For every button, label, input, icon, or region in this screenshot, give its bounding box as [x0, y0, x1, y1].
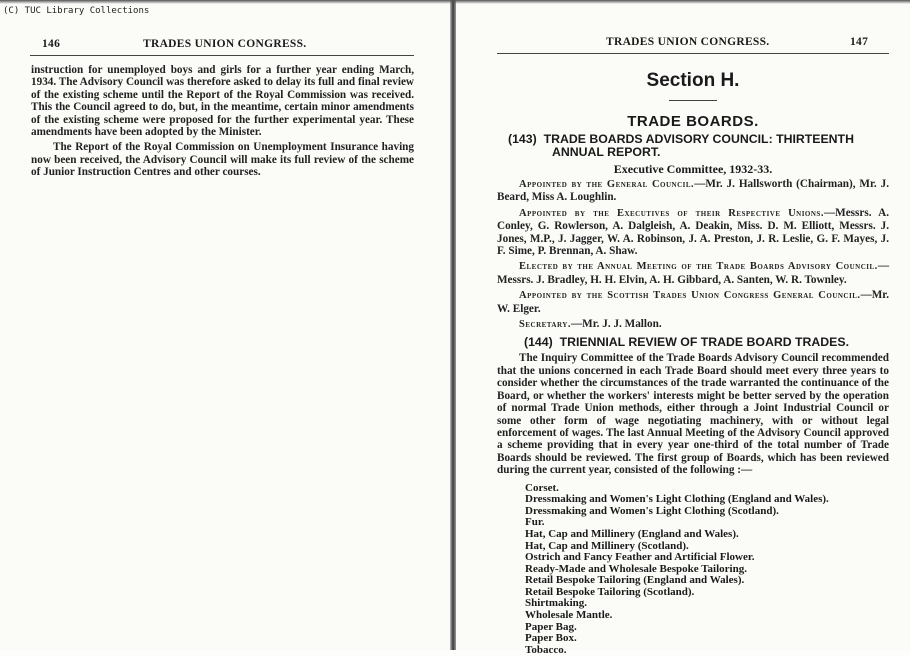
- section-title: Section H.: [646, 70, 740, 91]
- entry-text: —Mr. J. Hallsworth (Chairman), Mr. J. Beard, Miss A. Loughlin.: [497, 178, 889, 204]
- running-head-right: TRADES UNION CONGRESS.: [606, 36, 770, 48]
- entry-text: —Mr. J. J. Mallon.: [570, 318, 662, 331]
- item-144-number: (144): [524, 335, 553, 350]
- entry-text: —Mr. W. Elger.: [497, 289, 889, 315]
- trade-board-item: Ostrich and Fancy Feather and Artificial Flower.: [525, 551, 755, 564]
- header-rule-left: [30, 55, 414, 56]
- book-gutter: [450, 0, 456, 650]
- trade-board-item: Shirtmaking.: [525, 597, 588, 610]
- entry-text: —Messrs. A. Conley, G. Rowlerson, A. Dalgleish, A. Deakin, Miss. D. M. Elliott, Messrs. J. Jones, M.P., J. Jagger, W. A. Robinson, J. A. Preston, J. R. Leslie, G. F. Mayes, J. F. Sime, P. Brennan, A. Shaw.: [497, 206, 889, 258]
- entry-label: Elected by the Annual Meeting of the Trade Boards Advisory Council.: [519, 261, 878, 273]
- running-head-left: TRADES UNION CONGRESS.: [143, 38, 307, 50]
- item-144-paragraph: The Inquiry Committee of the Trade Boards Advisory Council recommended that the unions concerned in each Trade Board should meet every three years to consider whether the circumstances of the trade warranted the continuance of the Board, or whether the workers' interests might be better served by the operation of normal Trade Union methods, either through a Joint Industrial Council or some other form of wage negotiating machinery, with or without legal enforcement of wages. The last Annual Meeting of the Advisory Council approved a scheme providing that in every year one-third of the total number of Trade Boards should be reviewed. The first group of Boards, which has been reviewed during the current year, consisted of the following :—: [497, 352, 889, 477]
- entry-text: —Messrs. J. Bradley, H. H. Elvin, A. H. Gibbard, A. Santen, W. R. Townley.: [497, 260, 889, 286]
- entry-label: Appointed by the Scottish Trades Union Congress General Council.: [519, 290, 861, 302]
- entry-executives: [497, 207, 889, 258]
- entry-elected: [497, 260, 889, 286]
- left-text-column: [31, 64, 414, 182]
- left-paragraph-2: The Report of the Royal Commission on Unemployment Insurance having now been received, the Advisory Council will make its full review of the scheme of Junior Instruction Centres and other courses.: [31, 141, 414, 179]
- trade-board-item: Corset.: [525, 481, 559, 494]
- item-143-number: (143): [508, 132, 537, 146]
- entry-general-council: [497, 178, 889, 204]
- entry-scottish-tuc: [497, 289, 889, 315]
- heading-trade-boards: TRADE BOARDS.: [627, 113, 759, 130]
- entry-label: Appointed by the General Council.: [519, 179, 695, 190]
- header-rule-right: [497, 53, 889, 54]
- section-rule: [669, 100, 717, 101]
- trade-board-item: Dressmaking and Women's Light Clothing (Scotland).: [525, 504, 779, 517]
- right-text-column: [497, 70, 889, 656]
- executive-committee-subheading: Executive Committee, 1932-33.: [613, 162, 773, 176]
- item-144-title: TRIENNIAL REVIEW OF TRADE BOARD TRADES.: [559, 335, 850, 350]
- trade-board-item: Hat, Cap and Millinery (England and Wales).: [525, 527, 739, 540]
- trade-board-item: Hat, Cap and Millinery (Scotland).: [525, 539, 689, 552]
- item-143-title-line2: ANNUAL REPORT.: [552, 145, 661, 159]
- trade-board-item: Fur.: [525, 516, 545, 529]
- entry-label: Secretary.: [519, 319, 571, 331]
- trade-board-item: Retail Bespoke Tailoring (England and Wales).: [525, 574, 745, 587]
- trade-board-item: Dressmaking and Women's Light Clothing (England and Wales).: [525, 493, 829, 506]
- trade-board-item: Paper Bag.: [525, 620, 577, 633]
- trade-board-item: Retail Bespoke Tailoring (Scotland).: [525, 585, 695, 598]
- entry-label: Appointed by the Executives of their Respective Unions.: [519, 207, 824, 219]
- item-144-heading: [524, 335, 889, 349]
- watermark: (C) TUC Library Collections: [3, 6, 150, 16]
- page-number-right: 147: [850, 36, 869, 48]
- trade-board-item: Paper Box.: [525, 632, 577, 645]
- entry-secretary: [497, 318, 889, 331]
- item-143-title-line1: TRADE BOARDS ADVISORY COUNCIL: THIRTEENTH: [543, 132, 854, 146]
- page-number-left: 146: [42, 38, 61, 50]
- trade-board-item: Ready-Made and Wholesale Bespoke Tailoring.: [525, 562, 747, 575]
- trade-board-item: Wholesale Mantle.: [525, 609, 613, 622]
- left-paragraph-1: instruction for unemployed boys and girls for a further year ending March, 1934. The Advisory Council was therefore asked to delay its full and final review of the existing scheme until the Report of the Royal Commission was received. This the Council agreed to do, but, in the meantime, certain minor amendments of the existing scheme were proposed for the further experimental year. These amendments have been adopted by the Minister.: [31, 64, 414, 139]
- scan-edge: [0, 0, 910, 4]
- trade-boards-list: [525, 483, 889, 656]
- trade-board-item: Tobacco.: [525, 643, 567, 656]
- item-143-heading: [508, 133, 889, 159]
